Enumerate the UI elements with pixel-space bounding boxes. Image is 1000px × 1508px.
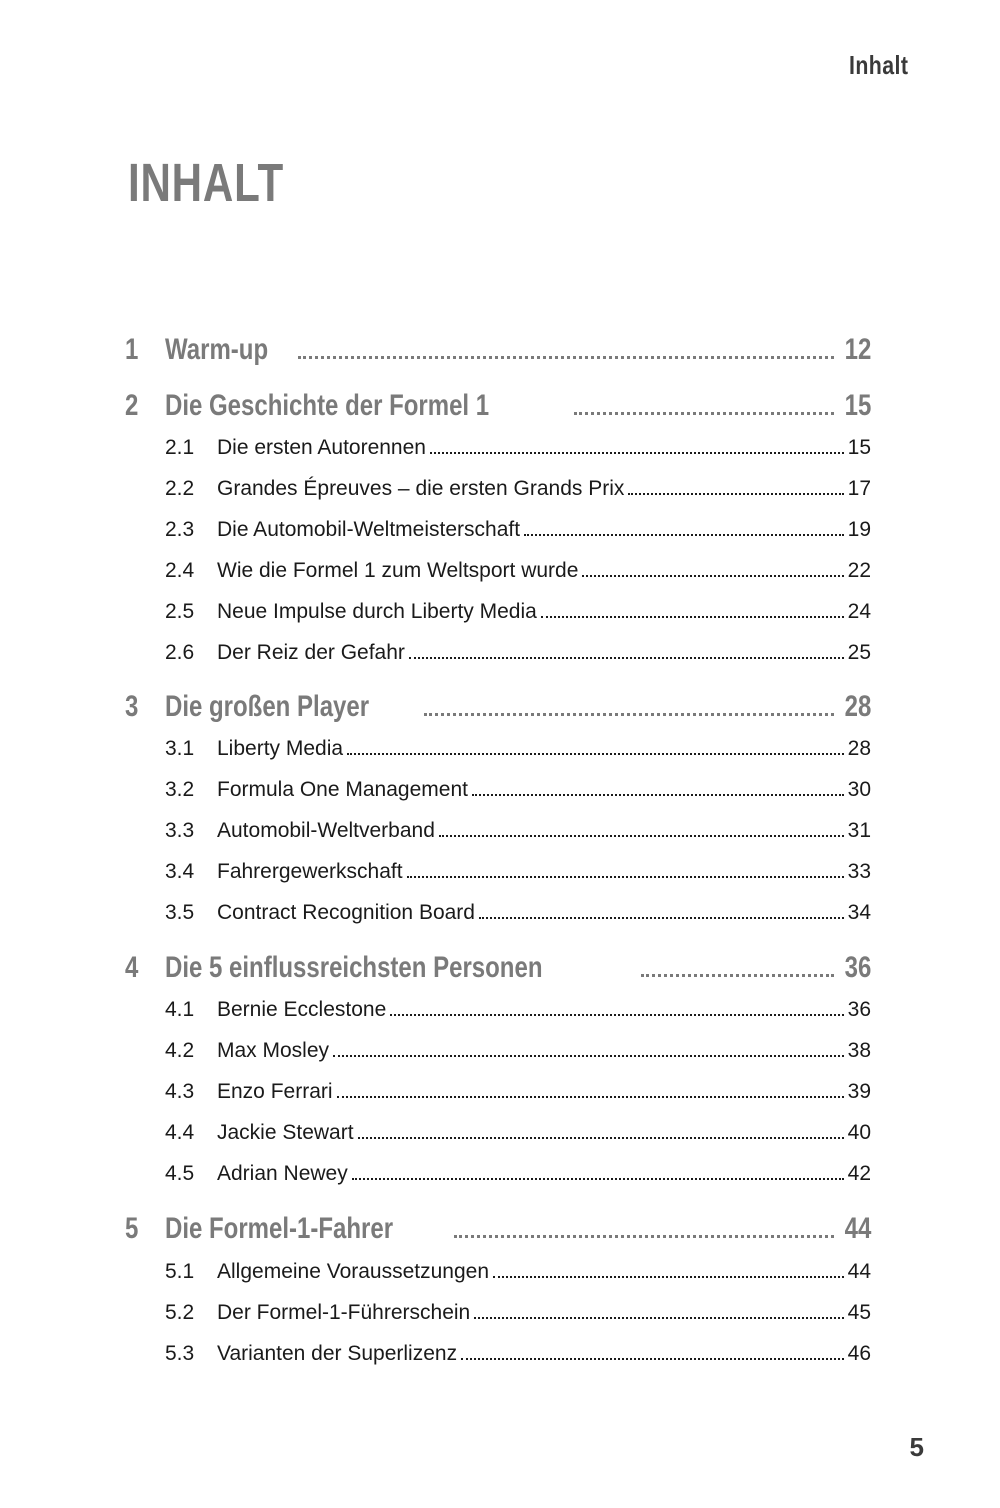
dot-leader [352,1177,844,1180]
dot-leader [461,1357,844,1360]
section-page: 39 [847,1080,871,1103]
toc-section-5-1[interactable] [165,1260,871,1292]
section-page: 46 [847,1342,871,1365]
dot-leader [390,1013,843,1016]
chapter-number: 5 [125,1212,139,1245]
toc-chapter-3[interactable] [125,690,871,730]
chapter-page: 28 [844,690,871,723]
toc-section-3-2[interactable] [165,778,871,810]
dot-leader [298,355,834,359]
section-page: 31 [847,819,871,842]
section-number: 5.2 [165,1301,195,1324]
section-number: 5.1 [165,1260,195,1283]
section-title: Die ersten Autorennen [217,436,426,459]
toc-section-3-4[interactable] [165,860,871,892]
section-page: 28 [847,737,871,760]
section-number: 2.1 [165,436,195,459]
toc-section-3-3[interactable] [165,819,871,851]
section-title: Neue Impulse durch Liberty Media [217,600,537,623]
section-number: 2.6 [165,641,195,664]
toc-section-3-1[interactable] [165,737,871,769]
toc-section-4-2[interactable] [165,1039,871,1071]
section-title: Wie die Formel 1 zum Weltsport wurde [217,559,579,582]
dot-leader [628,492,843,495]
toc-chapter-4[interactable] [125,951,871,991]
section-title: Jackie Stewart [217,1121,354,1144]
section-page: 25 [847,641,871,664]
section-title: Der Reiz der Gefahr [217,641,405,664]
dot-leader [333,1054,844,1057]
dot-leader [472,793,844,796]
section-number: 3.4 [165,860,195,883]
section-title: Grandes Épreuves – die ersten Grands Prix [217,477,625,500]
toc-section-5-2[interactable] [165,1301,871,1333]
toc-section-2-1[interactable] [165,436,871,468]
section-page: 33 [847,860,871,883]
dot-leader [493,1275,844,1278]
toc-chapter-5[interactable] [125,1212,871,1252]
toc-section-4-1[interactable] [165,998,871,1030]
section-number: 3.3 [165,819,195,842]
section-title: Fahrergewerkschaft [217,860,403,883]
dot-leader [337,1095,844,1098]
chapter-number: 3 [125,690,139,723]
chapter-page: 15 [844,389,871,422]
section-number: 3.2 [165,778,195,801]
toc-section-2-4[interactable] [165,559,871,591]
page-title: INHALT [128,153,284,213]
section-page: 17 [847,477,871,500]
dot-leader [474,1316,843,1319]
dot-leader [430,451,844,454]
section-title: Der Formel-1-Führerschein [217,1301,471,1324]
section-number: 4.1 [165,998,195,1021]
chapter-title: Die 5 einflussreichsten Personen [165,951,543,984]
chapter-page: 36 [844,951,871,984]
section-number: 4.5 [165,1162,195,1185]
section-title: Formula One Management [217,778,468,801]
section-title: Die Automobil-Weltmeisterschaft [217,518,521,541]
chapter-title: Die Geschichte der Formel 1 [165,389,490,422]
chapter-page: 44 [844,1212,871,1245]
section-title: Automobil-Weltverband [217,819,435,842]
dot-leader [641,973,834,977]
section-title: Max Mosley [217,1039,330,1062]
toc-chapter-1[interactable] [125,333,871,373]
chapter-title: Warm-up [165,333,269,366]
toc-section-2-5[interactable] [165,600,871,632]
section-page: 24 [847,600,871,623]
section-title: Enzo Ferrari [217,1080,333,1103]
section-number: 3.1 [165,737,195,760]
running-header: Inhalt [848,50,908,80]
section-page: 15 [847,436,871,459]
dot-leader [454,1234,834,1238]
section-title: Contract Recognition Board [217,901,475,924]
toc-section-2-6[interactable] [165,641,871,673]
section-number: 4.2 [165,1039,195,1062]
chapter-title: Die großen Player [165,690,370,723]
section-number: 3.5 [165,901,195,924]
section-title: Allgemeine Voraussetzungen [217,1260,490,1283]
dot-leader [479,916,844,919]
chapter-number: 1 [125,333,139,366]
section-page: 19 [847,518,871,541]
section-number: 4.3 [165,1080,195,1103]
section-page: 22 [847,559,871,582]
dot-leader [541,615,844,618]
dot-leader [582,574,843,577]
section-page: 45 [847,1301,871,1324]
toc-section-4-3[interactable] [165,1080,871,1112]
section-number: 4.4 [165,1121,195,1144]
section-number: 2.5 [165,600,195,623]
section-page: 36 [847,998,871,1021]
section-page: 34 [847,901,871,924]
section-page: 30 [847,778,871,801]
toc-section-4-5[interactable] [165,1162,871,1194]
dot-leader [358,1136,844,1139]
toc-section-2-3[interactable] [165,518,871,550]
section-title: Varianten der Superlizenz [217,1342,458,1365]
section-title: Liberty Media [217,737,344,760]
dot-leader [574,411,833,415]
section-page: 38 [847,1039,871,1062]
dot-leader [439,834,844,837]
section-page: 40 [847,1121,871,1144]
section-number: 2.2 [165,477,195,500]
dot-leader [409,656,844,659]
toc-section-5-3[interactable] [165,1342,871,1374]
chapter-title: Die Formel-1-Fahrer [165,1212,394,1245]
dot-leader [347,752,844,755]
section-title: Adrian Newey [217,1162,348,1185]
section-number: 5.3 [165,1342,195,1365]
section-page: 42 [847,1162,871,1185]
toc-chapter-2[interactable] [125,389,871,429]
section-page: 44 [847,1260,871,1283]
toc-section-3-5[interactable] [165,901,871,933]
dot-leader [407,875,844,878]
toc-section-4-4[interactable] [165,1121,871,1153]
dot-leader [524,533,844,536]
chapter-number: 4 [125,951,139,984]
chapter-number: 2 [125,389,139,422]
section-title: Bernie Ecclestone [217,998,387,1021]
toc-section-2-2[interactable] [165,477,871,509]
dot-leader [424,712,834,716]
section-number: 2.3 [165,518,195,541]
page-number: 5 [909,1432,924,1462]
section-number: 2.4 [165,559,195,582]
chapter-page: 12 [844,333,871,366]
